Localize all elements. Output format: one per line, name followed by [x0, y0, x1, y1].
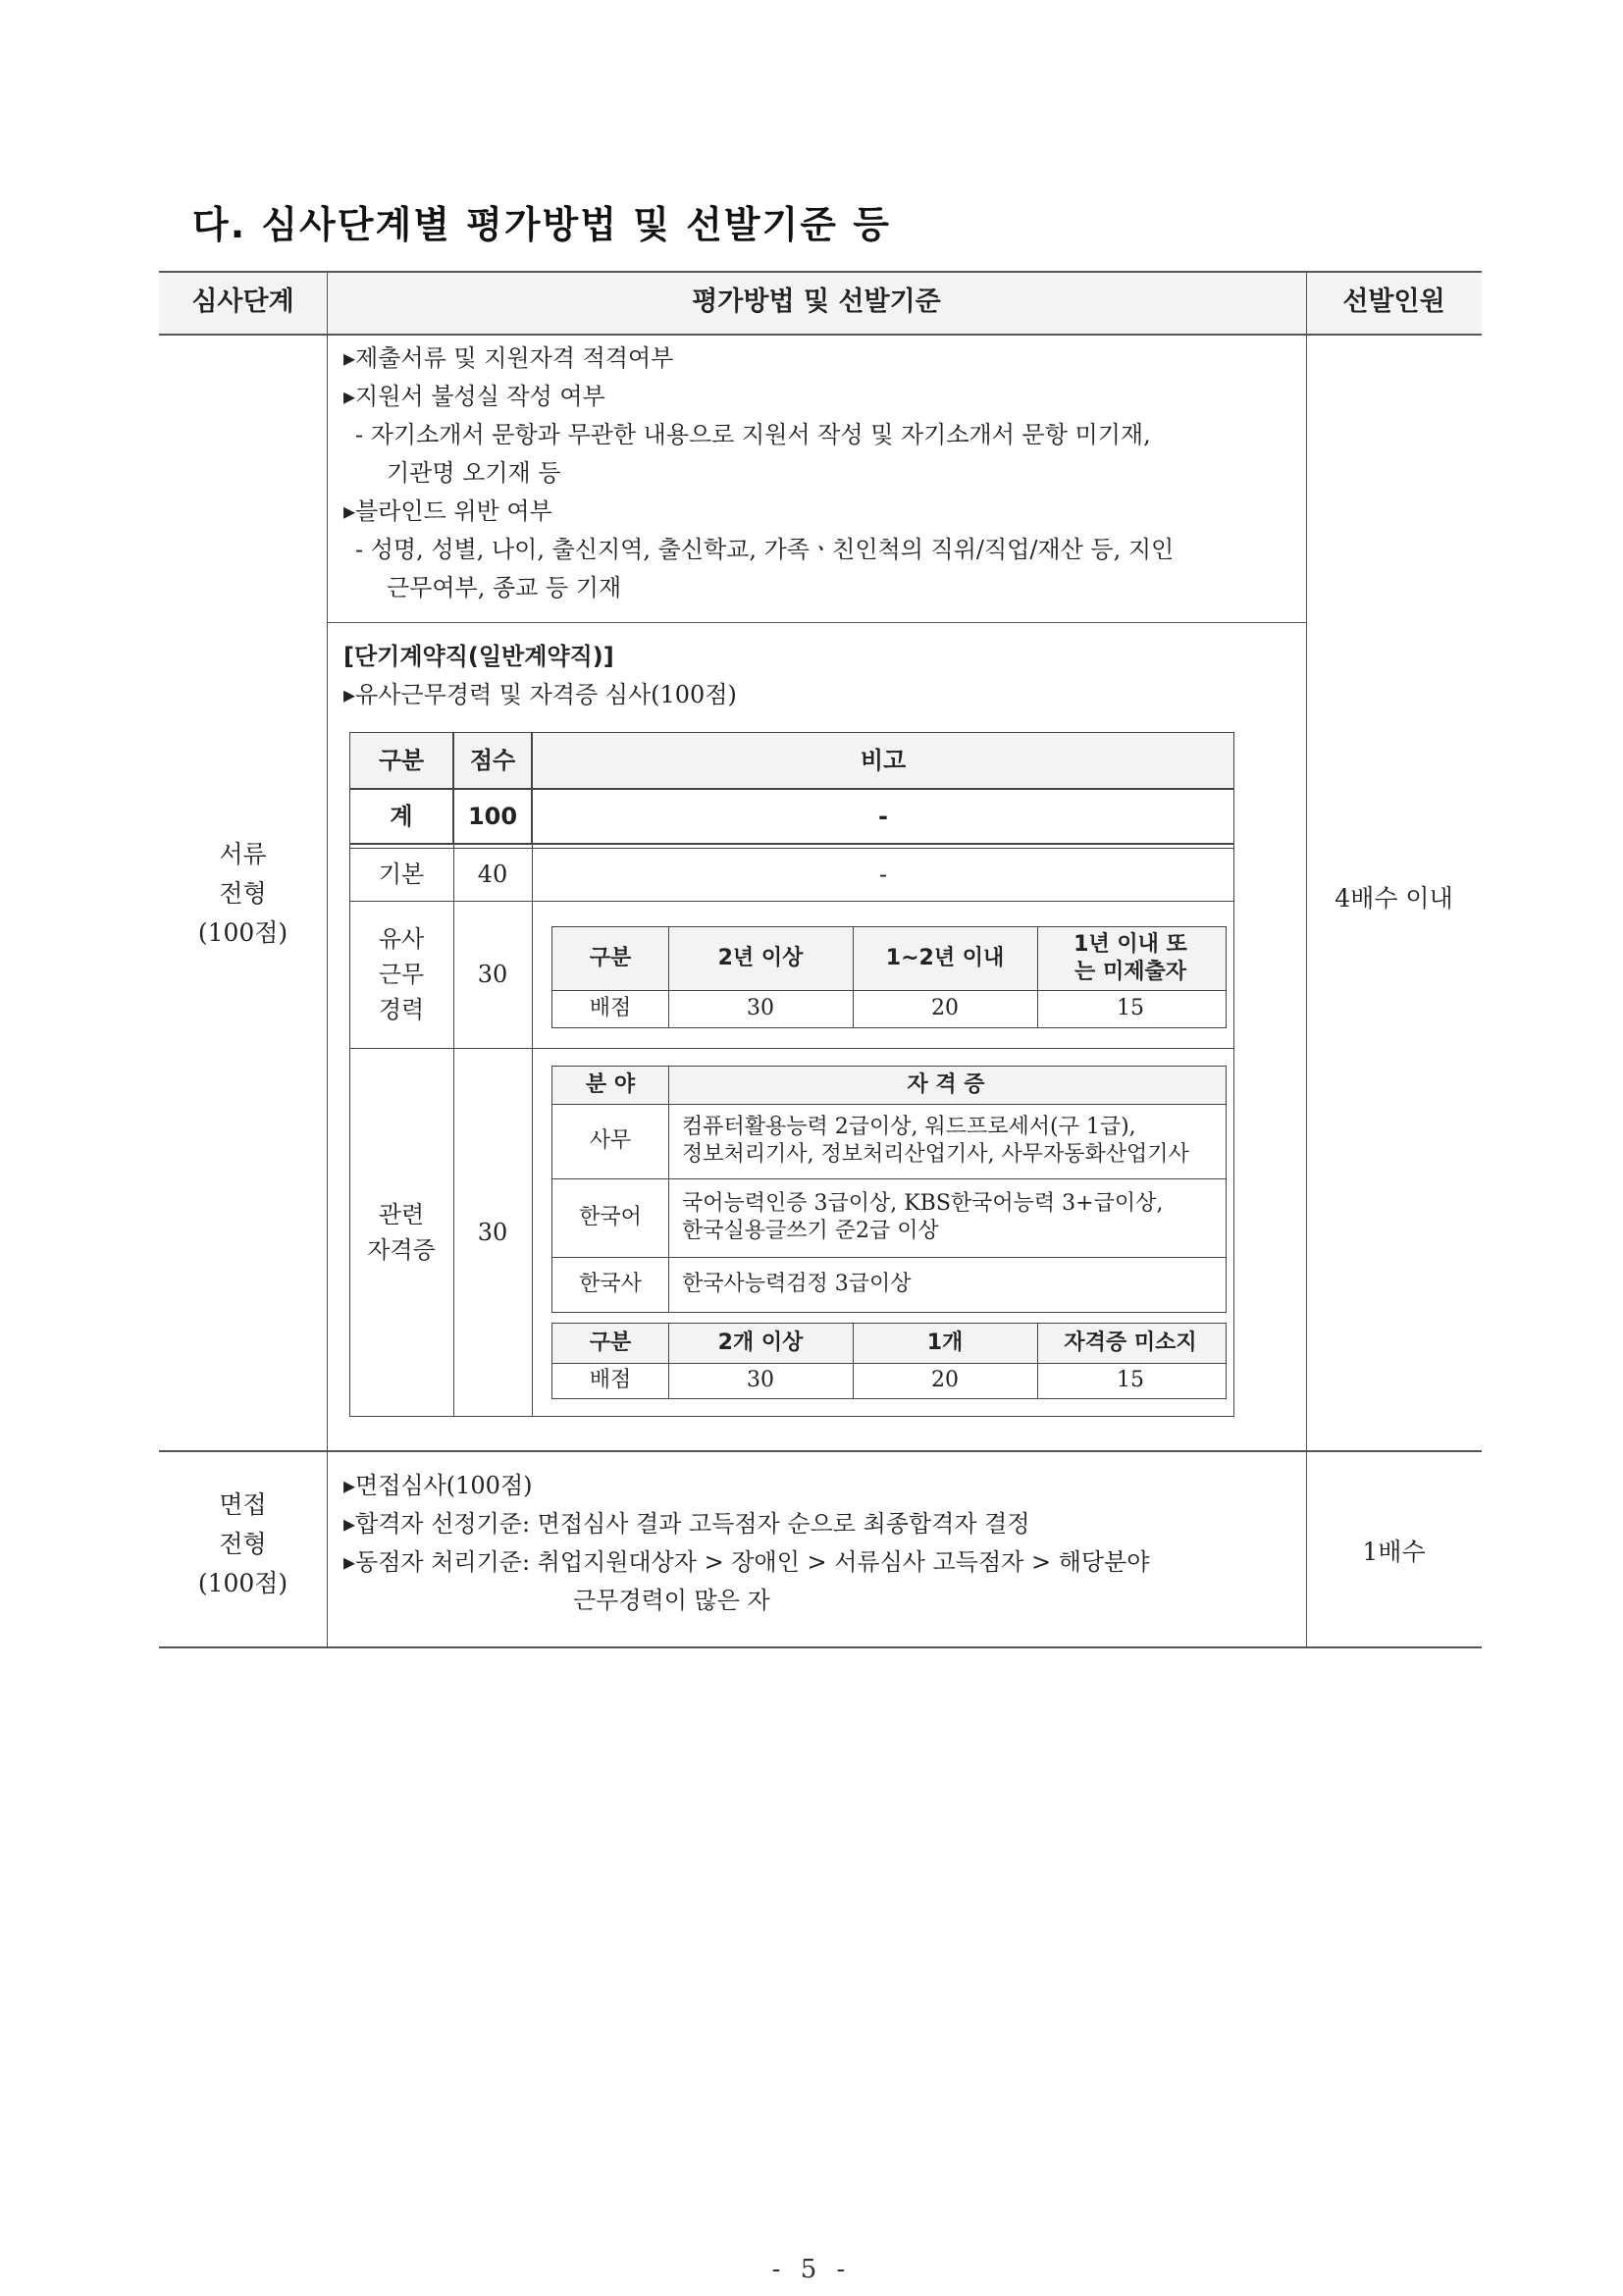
experience-label-line: 근무	[378, 961, 425, 988]
certificate-fields-table	[551, 1066, 1227, 1313]
field-office-certs	[668, 1104, 1224, 1178]
interview-criteria-item: ▸합격자 선정기준: 면접심사 결과 고득점자 순으로 최종합격자 결정	[343, 1510, 1030, 1538]
interview-criteria-item: ▸동점자 처리기준: 취업지원대상자 > 장애인 > 서류심사 고득점자 > 해당분야	[343, 1548, 1150, 1576]
page-number: - 5 -	[771, 2255, 852, 2284]
table-bottom-rule	[159, 1646, 1482, 1648]
criteria-item: ▸블라인드 위반 여부	[343, 497, 552, 525]
certificate-label-line: 관련	[378, 1201, 425, 1228]
experience-label-line: 경력	[378, 996, 425, 1023]
exp-header-under-1y: 1년 이내 또는 미제출자	[1073, 932, 1187, 984]
basic-label: 기본	[378, 861, 425, 888]
header-quota: 선발인원	[1342, 287, 1445, 317]
exp-header-1-2y: 1~2년 이내	[885, 946, 1005, 970]
exp-header-2y: 2년 이상	[717, 946, 804, 970]
header-stage: 심사단계	[191, 287, 294, 317]
doc-stage-line: 서류	[219, 840, 267, 868]
total-note: -	[532, 789, 1234, 844]
interview-stage-line: 전형	[219, 1530, 267, 1558]
criteria-subitem-cont: 근무여부, 종교 등 기재	[387, 574, 622, 601]
count-row-value: 20	[931, 1368, 959, 1392]
exp-row-label: 배점	[589, 996, 632, 1020]
count-header-1: 1개	[926, 1331, 964, 1355]
cert-line: 정보처리기사, 정보처리산업기사, 사무자동화산업기사	[682, 1142, 1189, 1167]
selection-criteria-table	[159, 271, 1482, 1648]
count-header-category: 구분	[589, 1331, 632, 1355]
interview-criteria-item: ▸면접심사(100점)	[343, 1472, 533, 1499]
header-method: 평가방법 및 선발기준	[692, 287, 941, 317]
count-row-label: 배점	[589, 1368, 632, 1392]
total-label: 계	[349, 789, 453, 844]
column-rule-2	[1306, 271, 1307, 1648]
criteria-subitem: - 성명, 성별, 나이, 출신지역, 출신학교, 가족ㆍ친인척의 직위/직업/재산 등, 지인	[355, 536, 1175, 563]
stage-divider-rule	[159, 1450, 1482, 1452]
contract-title: [단기계약직(일반계약직)]	[343, 643, 614, 670]
experience-label-line: 유사	[378, 925, 425, 953]
criteria-divider-rule	[327, 622, 1306, 623]
experience-label	[349, 901, 453, 1048]
total-score: 100	[453, 789, 532, 844]
score-header-note: 비고	[532, 732, 1234, 789]
score-header-category: 구분	[349, 732, 453, 789]
column-rule-1	[327, 271, 328, 1648]
field-history-certs: 한국사능력검정 3급이상	[682, 1272, 912, 1296]
field-history: 한국사	[579, 1272, 642, 1296]
interview-stage-line: 면접	[219, 1490, 267, 1519]
exp-header-category: 구분	[589, 946, 632, 970]
doc-stage-line: 전형	[219, 879, 267, 908]
criteria-item: ▸지원서 불성실 작성 여부	[343, 383, 605, 410]
interview-stage-label	[159, 1486, 327, 1603]
fields-header-field: 분 야	[585, 1072, 636, 1097]
field-office: 사무	[589, 1128, 632, 1153]
field-korean: 한국어	[579, 1205, 642, 1229]
experience-score: 30	[477, 961, 508, 988]
header-bottom-rule	[159, 334, 1482, 336]
basic-note: -	[878, 861, 888, 888]
score-rule	[349, 844, 1234, 845]
score-header-points: 점수	[453, 732, 532, 789]
certificate-label	[349, 1048, 453, 1417]
criteria-item: ▸제출서류 및 지원자격 적격여부	[343, 344, 674, 372]
cert-line: 국어능력인증 3급이상, KBS한국어능력 3+급이상,	[682, 1191, 1164, 1216]
cert-line: 한국실용글쓰기 준2급 이상	[682, 1219, 939, 1243]
section-title: 다. 심사단계별 평가방법 및 선발기준 등	[192, 203, 891, 246]
exp-row-value: 20	[931, 996, 959, 1020]
doc-stage-quota: 4배수 이내	[1335, 884, 1453, 913]
exp-row-value: 30	[747, 996, 774, 1020]
cert-line: 컴퓨터활용능력 2급이상, 워드프로세서(구 1급),	[682, 1115, 1136, 1139]
doc-stage-line: (100점)	[197, 918, 288, 947]
criteria-subitem: - 자기소개서 문항과 무관한 내용으로 지원서 작성 및 자기소개서 문항 미기재,	[355, 421, 1151, 448]
count-header-none: 자격증 미소지	[1064, 1331, 1197, 1355]
score-table	[349, 732, 1234, 1417]
interview-stage-quota: 1배수	[1362, 1538, 1426, 1566]
review-title: ▸유사근무경력 및 자격증 심사(100점)	[343, 681, 737, 708]
interview-stage-line: (100점)	[197, 1569, 288, 1597]
count-header-2plus: 2개 이상	[717, 1331, 804, 1355]
doc-stage-label	[159, 835, 327, 953]
exp-row-value: 15	[1117, 996, 1144, 1020]
count-row-value: 30	[747, 1368, 774, 1392]
certificate-count-table	[551, 1323, 1227, 1399]
basic-score: 40	[477, 861, 508, 888]
experience-points-table	[551, 926, 1227, 1028]
count-row-value: 15	[1117, 1368, 1144, 1392]
certificate-score: 30	[477, 1219, 508, 1246]
fields-header-cert: 자 격 증	[907, 1072, 985, 1097]
criteria-subitem-cont: 기관명 오기재 등	[387, 459, 561, 487]
interview-criteria-cont: 근무경력이 많은 자	[573, 1587, 770, 1614]
certificate-label-line: 자격증	[367, 1236, 436, 1264]
field-korean-certs	[668, 1178, 1224, 1257]
